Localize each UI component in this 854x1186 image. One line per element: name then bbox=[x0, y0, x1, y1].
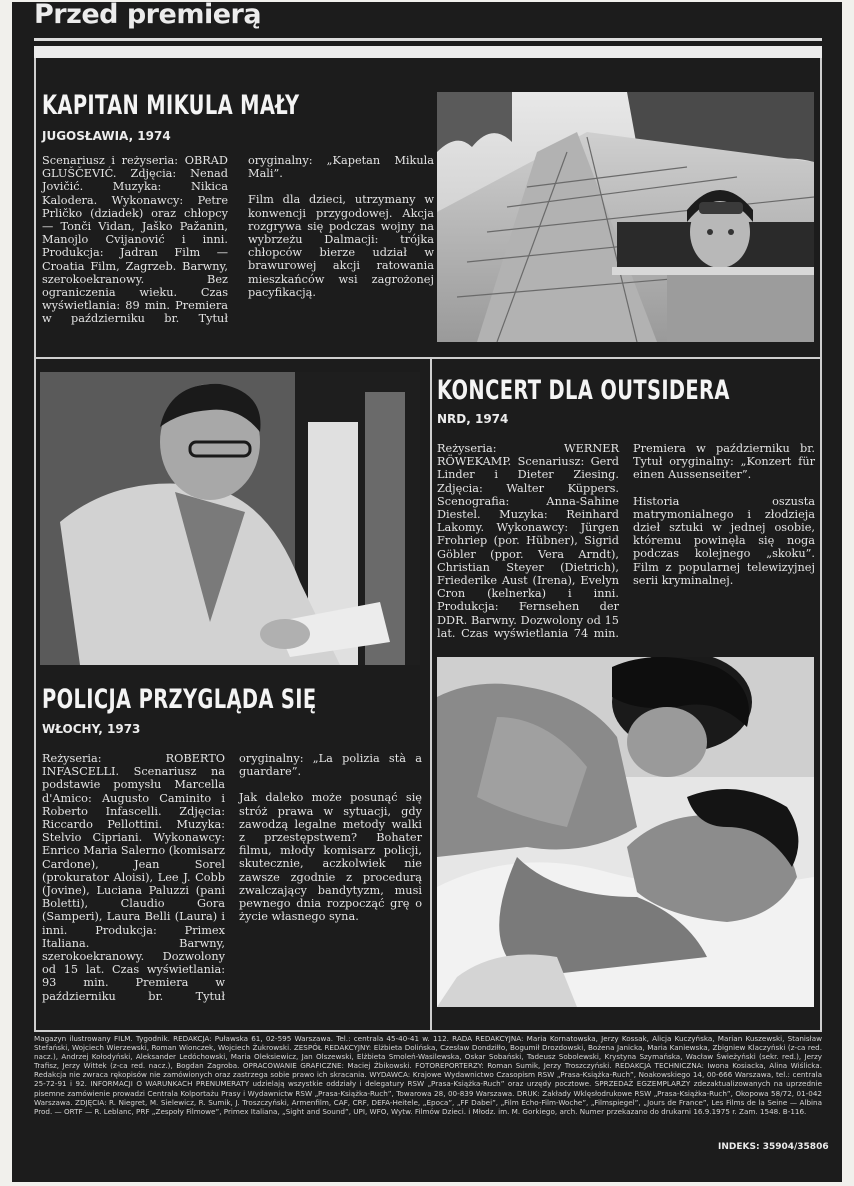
film-title-kapitan-mikula: KAPITAN MIKULA MAŁY bbox=[42, 90, 300, 121]
photo-trench-boy bbox=[437, 92, 814, 342]
film-credits-policja: Reżyseria: ROBERTO INFASCELLI. Scenariusz na podstawie pomysłu Marcella d'Amico: Augusto Caminito i Roberto Infascelli. Zdjęcia: Riccardo Pellottini. Muzyka: Stelvio Cipriani. Wykonawcy: Enrico Maria Salerno (komisarz Cardone), Jean Sorel (prokurator Aloisi), Lee J. Cobb (Jovine), Luciana Paluzzi (pani Boletti), Claudio Gora (Samperi), Laura Belli (Laura) i inni. Produkcja: Primex Italiana. Barwny, szerokoekranowy. Dozwolony od 15 lat. Czas wyświetlania: 93 min. Premiera w październiku br. Tytuł oryginalny: „La polizia stà a guardare”. bbox=[42, 752, 422, 1003]
top-rule bbox=[34, 38, 822, 41]
film-title-koncert: KONCERT DLA OUTSIDERA bbox=[437, 375, 730, 406]
column-divider bbox=[430, 359, 432, 1030]
row-divider-1 bbox=[34, 357, 822, 359]
film-country-kapitan-mikula: JUGOSŁAWIA, 1974 bbox=[42, 129, 171, 143]
film-credits-kapitan-mikula: Scenariusz i reżyseria: OBRAD GLUŠČEVIĆ. Zdjęcia: Nenad Jovičić. Muzyka: Nikica Kalodera. Wykonawcy: Petre Prličko (dziadek) oraz chłopcy — Tonči Vidan, Jaško Pažanin, Manojlo Cvijanović i inni. Produkcja: Jadran Film — Croatia Film, Zagrzeb. Barwny, szerokoekranowy. Bez ograniczenia wieku. Czas wyświetlania: 89 min. Premiera w październiku br. Tytuł oryginalny: „Kapetan Mikula Mali”. bbox=[42, 154, 434, 326]
film-text-koncert bbox=[437, 442, 815, 652]
film-synopsis-policja: Jak daleko może posunąć się stróż prawa w sytuacji, gdy zawodzą legalne metody walki z przestępstwem? Bohater filmu, młody komisarz policji, skutecznie, aczkolwiek nie zawsze zgodnie z procedurą zwalczający bandytyzm, musi pewnego dnia rozpocząć grę o życie własnego syna. bbox=[239, 791, 422, 924]
film-synopsis-kapitan-mikula: Film dla dzieci, utrzymany w konwencji przygodowej. Akcja rozgrywa się podczas wojny na wybrzeżu Dalmacji: trójka chłopców bierze udział w brawurowej akcji ratowania mieszkańców wsi zagrożonej pacyfikacją. bbox=[248, 193, 434, 299]
magazine-imprint: Magazyn ilustrowany FILM. Tygodnik. REDAKCJA: Puławska 61, 02-595 Warszawa. Tel.: centrala 45-40-41 w. 112. RADA REDAKCYJNA: Maria Kornatowska, Jerzy Kossak, Alicja Kuczyńska, Marian Kuszewski, Stanisław Stefański, Wojciech Wierzewski, Roman Wionczek, Wojciech Żukrowski. ZESPÓŁ REDAKCYJNY: Elżbieta Dolińska, Czesław Dondziłło, Bogumił Drozdowski, Bożena Janicka, Maria Kaniewska, Zbigniew Klaczyński (z-ca red. nacz.), Andrzej Kołodyński, Aleksander Ledóchowski, Maria Oleksiewicz, Jan Olszewski, Elżbieta Smoleń-Wasilewska, Oskar Sobański, Tadeusz Sobolewski, Krystyna Szymańska, Wacław Świeżyński (sekr. red.), Jerzy Trafisz, Jerzy Wittek (z-ca red. nacz.), Bogdan Zagroba. OPRACOWANIE GRAFICZNE: Maciej Żbikowski. FOTOREPORTERZY: Roman Sumik, Jerzy Troszczyński. REDAKCJA TECHNICZNA: Iwona Kosiacka, Alina Wiślicka. Redakcja nie zwraca rękopisów nie zamówionych oraz zastrzega sobie prawo ich skracania. WYDAWCA: Krajowe Wydawnictwo Czasopism RSW „Prasa-Książka-Ruch”, Noakowskiego 14, 00-666 Warszawa, tel.: centrala 25-72-91 i 92. INFORMACJI O WARUNKACH PRENUMERATY udzielają wszystkie oddziały i delegatury RSW „Prasa-Książka-Ruch” oraz urzędy pocztowe. SPRZEDAŻ EGZEMPLARZY zdezaktualizowanych na uprzednie pisemne zamówienie prowadzi Centrala Kolportażu Prasy i Wydawnictw RSW „Prasa-Książka-Ruch”, Towarowa 28, 00-839 Warszawa. DRUK: Zakłady Wklęsłodrukowe RSW „Prasa-Książka-Ruch”, Okopowa 58/72, 01-042 Warszawa. ZDJĘCIA: R. Niegret, M. Sielewicz, R. Sumik, J. Troszczyński, Armenfilm, CAF, CRF, DEFA-Heitele, „Epoca”, „FF Dabei”, „Film Echo-Film-Woche”, „Filmspiegel”, „Jours de France”, Les Films de la Seine — Albina Prod. — ORTF — R. Leblanc, PRF „Zespoły Filmowe”, Primex Italiana, „Sight and Sound”, UPI, WFO, Wytw. Filmów Dzieci. i Młodz. im. M. Gorkiego, arch. Numer przekazano do drukarni 16.9.1975 r. Zam. 1548. B-116. bbox=[34, 1034, 822, 1116]
index-number: INDEKS: 35904/35806 bbox=[718, 1142, 829, 1152]
film-title-policja: POLICJA PRZYGLĄDA SIĘ bbox=[42, 684, 317, 715]
magazine-page bbox=[12, 2, 842, 1182]
film-text-kapitan-mikula bbox=[42, 154, 434, 352]
film-country-policja: WŁOCHY, 1973 bbox=[42, 722, 141, 736]
photo-couple-bed bbox=[437, 657, 814, 1007]
film-synopsis-koncert: Historia oszusta matrymonialnego i złodzieja dzieł sztuki w jednej osobie, któremu powinęła się noga podczas kolejnego „skoku”. Film z popularnej telewizyjnej serii kryminalnej. bbox=[633, 494, 815, 587]
section-title: Przed premierą bbox=[34, 2, 262, 30]
photo-man-reading bbox=[40, 372, 420, 665]
film-credits-koncert: Reżyseria: WERNER RÖWEKAMP. Scenariusz: Gerd Linder i Dieter Ziesing. Zdjęcia: Walter Küppers. Scenografia: Anna-Sahine Diestel. Muzyka: Reinhard Lakomy. Wykonawcy: Jürgen Frohriep (por. Hübner), Sigrid Göbler (ppor. Vera Arndt), Christian Steyer (Dietrich), Friederike Aust (Irena), Evelyn Cron (kelnerka) i inni. Produkcja: Fernsehen der DDR. Barwny. Dozwolony od 15 lat. Czas wyświetlania 74 min. Premiera w październiku br. Tytuł oryginalny: „Konzert für einen Aussenseiter”. bbox=[437, 442, 815, 640]
top-bar bbox=[34, 46, 822, 58]
film-country-koncert: NRD, 1974 bbox=[437, 412, 509, 426]
film-text-policja bbox=[42, 752, 422, 1010]
bottom-rule bbox=[34, 1030, 822, 1032]
